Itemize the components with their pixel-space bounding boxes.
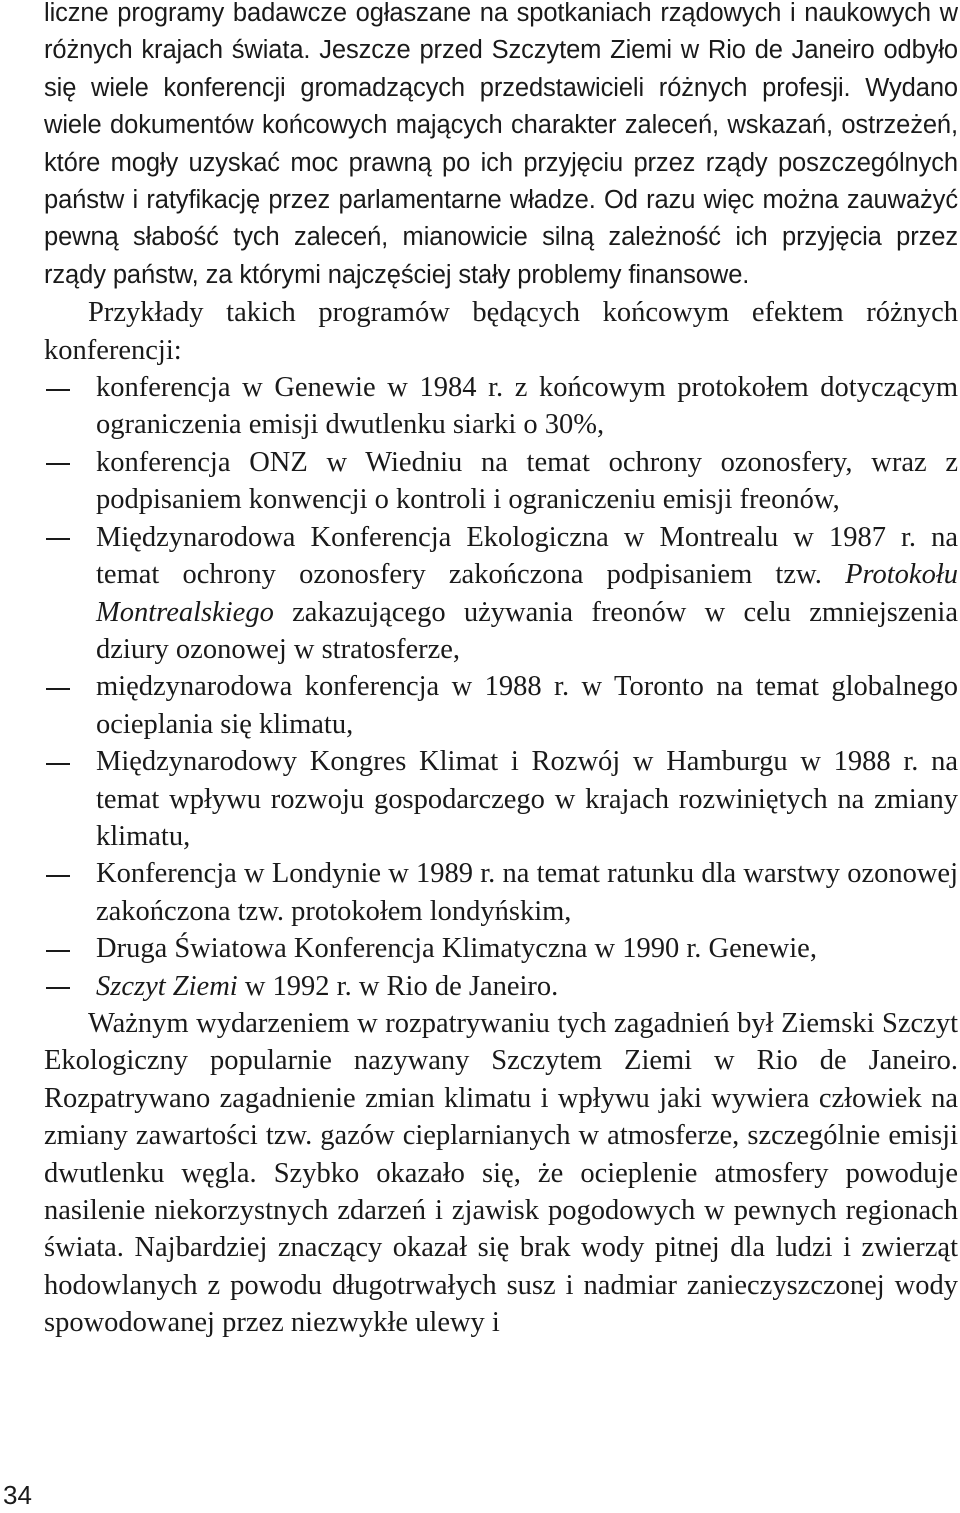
- dash-bullet-icon: [44, 743, 96, 780]
- list-item: Międzynarodowy Kongres Klimat i Rozwój w Hamburgu w 1988 r. na temat wpływu rozwoju gospodarczego w krajach rozwiniętych na zmiany klimatu,: [44, 743, 958, 855]
- page-number: 34: [3, 1480, 32, 1510]
- italic-term: Szczyt Ziemi: [96, 970, 238, 1002]
- dash-bullet-icon: [44, 369, 96, 406]
- dash-bullet-icon: [44, 668, 96, 705]
- list-item: międzynarodowa konferencja w 1988 r. w Toronto na temat globalnego ocieplania się klimatu,: [44, 668, 958, 743]
- list-item: Międzynarodowa Konferencja Ekologiczna w Montrealu w 1987 r. na temat ochrony ozonosfery zakończona podpisaniem tzw. Protokołu Montrealskiego zakazującego używania freonów w celu zmniejszenia dziury ozonowej w stratosferze,: [44, 519, 958, 669]
- examples-intro-paragraph: Przykłady takich programów będących końcowym efektem różnych konferencji:: [44, 297, 958, 366]
- list-item: konferencja w Genewie w 1984 r. z końcowym protokołem dotyczącym ograniczenia emisji dwutlenku siarki o 30%,: [44, 369, 958, 444]
- dash-bullet-icon: [44, 855, 96, 892]
- list-item: Szczyt Ziemi w 1992 r. w Rio de Janeiro.: [44, 968, 958, 1005]
- intro-paragraph: liczne programy badawcze ogłaszane na spotkaniach rządowych i naukowych w różnych krajach świata. Jeszcze przed Szczytem Ziemi w Rio de Janeiro odbyło się wiele konferencji gromadzących przedstawicieli różnych profesji. Wydano wiele dokumentów końcowych mających charakter zaleceń, wskazań, ostrzeżeń, które mogły uzyskać moc prawną po ich przyjęciu przez rządy poszczególnych państw i ratyfikację przez parlamentarne władze. Od razu więc można zauważyć pewną słabość tych zaleceń, mianowicie silną zależność ich przyjęcia przez rządy państw, za którymi najczęściej stały problemy finansowe.: [44, 0, 958, 289]
- conference-list: [44, 369, 958, 1005]
- italic-term: Protokołu Montrealskiego: [96, 559, 958, 628]
- dash-bullet-icon: [44, 930, 96, 967]
- list-item: konferencja ONZ w Wiedniu na temat ochrony ozonosfery, wraz z podpisaniem konwencji o kontroli i ograniczeniu emisji freonów,: [44, 444, 958, 519]
- dash-bullet-icon: [44, 444, 96, 481]
- closing-paragraph: Ważnym wydarzeniem w rozpatrywaniu tych zagadnień był Ziemski Szczyt Ekologiczny popularnie nazywany Szczytem Ziemi w Rio de Janeiro. Rozpatrywano zagadnienie zmian klimatu i wpływu jaki wywiera człowiek na zmiany zawartości tzw. gazów cieplarnianych w atmosferze, szczególnie emisji dwutlenku węgla. Szybko okazało się, że ocieplenie atmosfery powoduje nasilenie niekorzystnych zdarzeń i zjawisk pogodowych w pewnych regionach świata. Najbardziej znaczący okazał się brak wody pitnej dla ludzi i zwierząt hodowlanych z powodu długotrwałych susz i nadmiar zanieczyszczonej wody spowodowanej przez niezwykłe ulewy i: [44, 1007, 958, 1339]
- dash-bullet-icon: [44, 519, 96, 556]
- dash-bullet-icon: [44, 968, 96, 1005]
- page-body: [44, 0, 958, 1342]
- list-item: Druga Światowa Konferencja Klimatyczna w 1990 r. Genewie,: [44, 930, 958, 967]
- list-item: Konferencja w Londynie w 1989 r. na temat ratunku dla warstwy ozonowej zakończona tzw. protokołem londyńskim,: [44, 855, 958, 930]
